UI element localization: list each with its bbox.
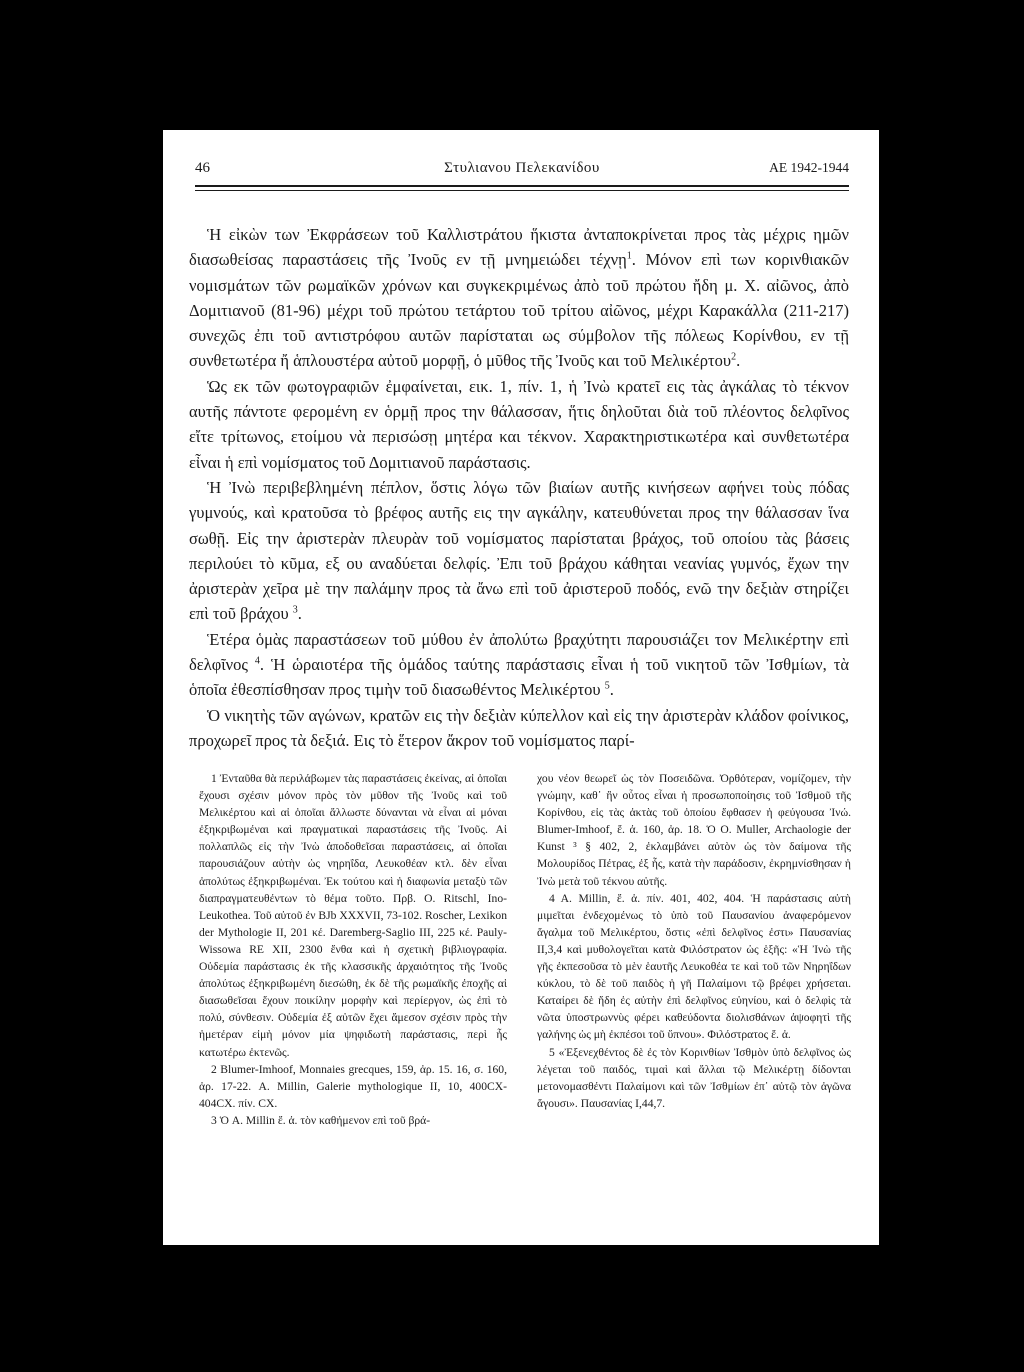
paragraph: Ἡ Ἰνὼ περιβεβλημένη πέπλον, ὅστις λόγω τῶν βιαίων αυτῆς κινήσεων αφήνει τοὺς πόδας γυμνούς, καὶ κρατοῦσα τὸ βρέφος αυτῆς εις την αγκάλην, κατευθύνεται προς την θάλασσαν ἵνα σωθῇ. Εἰς την ἀριστερὰν πλευρὰν τοῦ νομίσματος παρίσταται βράχος, τοῦ οποίου τὰς βάσεις περιλούει τὸ κῦμα, εξ ου αναδύεται δελφίς. Ἐπι τοῦ βράχου κάθηται νεανίας γυμνός, ἔχων την ἀριστερὰν χεῖρα μὲ την παλάμην προς τὰ ἄνω επὶ τοῦ ἀριστεροῦ ποδός, ενῶ την δεξιὰν στηρίζει επὶ τοῦ βράχου $^3$. <box>189 477 849 624</box>
paragraph-text: Ὡς εκ τῶν φωτογραφιῶν ἐμφαίνεται, εικ. 1, πίν. 1, ἡ Ἰνὼ κρατεῖ εις τὰς ἀγκάλας τὸ τέκνον αυτῆς πάντοτε φερομένη εν ὁρμῇ προς την θάλασσαν, ἥτις δηλοῦται διὰ τοῦ πλέοντος δελφῖνος εἴτε τρίτωνος, ετοίμου νὰ περισώσῃ μητέρα και τέκνον. Χαρακτηριστικωτέρα καὶ συνθετωτέρα εἶναι ἡ επὶ νομίσματος τοῦ Δομιτιανοῦ παράστασις. <box>189 376 849 472</box>
footnote: 5 «Ἐξενεχθέντος δὲ ἐς τὸν Κορινθίων Ἰσθμὸν ὑπὸ δελφῖνος ὡς λέγεται τοῦ παιδός, τιμαὶ καὶ ἄλλαι τῷ Μελικέρτῃ δίδονται μετονομασθέντι Παλαίμονι καὶ τῶν Ἰσθμίων ἐπ᾽ αὐτῷ τὸν ἀγῶνα ἄγουσι». Παυσανίας I,44,7. <box>537 1045 851 1110</box>
footnote: 3 Ὁ A. Millin ἔ. ἀ. τὸν καθήμενον επὶ τοῦ βρά- <box>211 1113 431 1127</box>
paragraph <box>189 703 849 754</box>
paragraph-text: Ὁ νικητὴς τῶν αγώνων, κρατῶν εις τὴν δεξιὰν κύπελλον καὶ εἰς την ἀριστερὰν κλάδον φοίνικος, προχωρεῖ προς τὰ δεξιά. Εις τὸ ἕτερον ἄκρον τοῦ νομίσματος παρί- <box>189 705 849 750</box>
footnote: 2 Blumer-Imhoof, Monnaies grecques, 159, ἀρ. 15. 16, σ. 160, ἀρ. 17-22. A. Millin, Galerie mythologique II, 10, 400CX-404CX. πίν. CX. <box>199 1062 507 1110</box>
journal-year: ΑΕ 1942-1944 <box>769 160 849 175</box>
body-text <box>189 222 849 753</box>
document-page <box>163 130 879 1245</box>
footnote: 4 A. Millin, ἔ. ἀ. πίν. 401, 402, 404. Ἡ παράστασις αὐτὴ μιμεῖται ἐνδεχομένως τὸ ὑπὸ τοῦ Παυσανίου ἀναφερόμενον ἄγαλμα τοῦ Μελικέρτου, ὅστις «ἐπὶ δελφῖνος ἐστι» Παυσανίας II,3,4 καὶ μυθολογεῖται κατὰ Φιλόστρατον ὡς ἑξῆς: «Ἡ Ἰνὼ τῆς γῆς ἐκπεσοῦσα τὸ μὲν ἑαυτῆς Λευκοθέα τε καὶ τοῦ τῶν Νηρηΐδων κύκλου, τὸ δὲ τοῦ παιδὸς ἡ γῆ Παλαίμονι τῷ βρέφει χρήσεται. Καταίρει δὲ ἤδη ἐς αὐτὴν ἐπὶ δελφῖνος εὐηνίου, καὶ ὁ δελφὶς τὰ νῶτα ὑποστρωννὺς φέρει καθεύδοντα διολισθάνων ἀψοφητὶ τῆς γαλήνης ὡς μὴ ἐκπέσοι τοῦ ὕπνου». Φιλόστρατος ἔ. ἀ. <box>537 891 851 1042</box>
paragraph-text: Ἑτέρα ὁμὰς παραστάσεων τοῦ μύθου ἐν ἀπολύτω βραχύτητι παρουσιάζει τον Μελικέρτην επὶ δελφῖνος <box>189 629 849 675</box>
running-header <box>195 160 849 182</box>
paragraph-text: . Μόνον επὶ των κορινθιακῶν νομισμάτων τῶν ρωμαϊκῶν χρόνων και συγκεκριμένως ἀπὸ τοῦ πρώτου ἤδη μ. Χ. αἰῶνος, ἀπὸ Δομιτιανοῦ (81-96) μέχρι τοῦ πρώτου τετάρτου τοῦ τρίτου αἰῶνος, μέχρι Καρακάλλα (211-217) συνεχῶς ἐπι τοῦ αντιστρόφου αυτῶν παρίσταται ως σύμβολον τῆς πόλεως Κορίνθου, εν τῇ συνθετωτέρα ἤ ἁπλουστέρα αὐτοῦ μορφῇ, ὁ μῦθος τῆς Ἰνοῦς και τοῦ Μελικέρτου <box>189 250 849 371</box>
paragraph-text: . Ἡ ὡραιοτέρα τῆς ὁμάδος ταύτης παράστασις εἶναι ἡ τοῦ νικητοῦ τῶν Ἰσθμίων, τὰ ὁποῖα ἐθεσπίσθησαν προς τιμὴν τοῦ διασωθέντος Μελικέρτου <box>189 655 849 700</box>
footnote-continuation: χου νέον θεωρεῖ ὡς τὸν Ποσειδῶνα. Ὀρθότεραν, νομίζομεν, τὴν γνώμην, καθ᾽ ἣν οὗτος εἶναι ἡ προσωποποίησις τοῦ Ἰσθμοῦ τῆς Κορίνθου, εἰς τὰς ἀκτὰς τοῦ ὁποίου ἔφθασεν ἡ φεύγουσα Ἰνώ. Blumer-Imhoof, ἔ. ἀ. 160, ἀρ. 18. Ὁ O. Muller, Archaologie der Kunst ³ § 402, 2, ἐκλαμβάνει αὐτὸν ὡς τὸν δαίμονα τῆς Μολουρίδος Πέτρας, ἐξ ἧς, κατὰ τὴν παράδοσιν, ἐκρημνίσθησαν ἡ Ἰνὼ μετὰ τοῦ τέκνου αὐτῆς. <box>537 772 851 888</box>
footnote-ref: 3 <box>292 604 298 616</box>
footnotes-right-column <box>537 770 851 1112</box>
paragraph <box>189 374 849 475</box>
paragraph-text: Ἡ Ἰνὼ περιβεβλημένη πέπλον, ὅστις λόγω τῶν βιαίων αυτῆς κινήσεων αφήνει τοὺς πόδας γυμνούς, καὶ κρατοῦσα τὸ βρέφος αυτῆς εις την αγκάλην, κατευθύνεται προς την θάλασσαν ἵνα σωθῇ. Εἰς την ἀριστερὰν πλευρὰν τοῦ νομίσματος παρίσταται βράχος, τοῦ οποίου τὰς βάσεις περιλούει τὸ κῦμα, εξ ου αναδύεται δελφίς. Ἐπι τοῦ βράχου κάθηται νεανίας γυμνός, ἔχων την ἀριστερὰν χεῖρα μὲ την παλάμην προς τὰ ἄνω επὶ τοῦ ἀριστεροῦ ποδός, ενῶ την δεξιὰν στηρίζει επὶ τοῦ βράχου <box>189 477 849 624</box>
header-rule-thin <box>195 190 849 191</box>
page-number: 46 <box>195 160 210 176</box>
header-rule <box>195 185 849 187</box>
footnote-ref: 2 <box>731 351 737 363</box>
running-title: Στυλιανου Πελεκανίδου <box>444 160 600 176</box>
paragraph: Ἑτέρα ὁμὰς παραστάσεων τοῦ μύθου ἐν ἀπολύτω βραχύτητι παρουσιάζει τον Μελικέρτην επὶ δελφῖνος $^4$. Ἡ ὡραιοτέρα τῆς ὁμάδος ταύτης παράστασις εἶναι ἡ τοῦ νικητοῦ τῶν Ἰσθμίων, τὰ ὁποῖα ἐθεσπίσθησαν προς τιμὴν τοῦ διασωθέντος Μελικέρτου $^5$. <box>189 629 849 700</box>
footnote: 1 Ἐνταῦθα θὰ περιλάβωμεν τὰς παραστάσεις ἐκείνας, αἱ ὁποῖαι ἔχουσι σχέσιν μόνον πρὸς τὸν μῦθον τῆς Ἰνοῦς καὶ τοῦ Μελικέρτου καὶ αἱ ὁποῖαι ἄλλωστε δύνανται νὰ εἶναι αἱ μόναι ἐξηκριβωμέναι καὶ πραγματικαὶ παραστάσεις τῆς Ἰνοῦς. Αἱ πολλαπλῶς εἰς τὴν Ἰνὼ ἀποδοθεῖσαι παραστάσεις, αἱ ὁποῖαι παρουσιάζουν αὐτὴν ὡς νηρηΐδα, Λευκοθέαν κτλ. δὲν εἶναι ἀπολύτως ἐξηκριβωμέναι. Ἐκ τούτου καὶ ἡ διαφωνία μεταξὺ τῶν διαπραγματευθέντων τὸ θέμα τοῦτο. Πρβ. Ο. Ritschl, Ino-Leukothea. Τοῦ αὐτοῦ ἐν BJb XXXVII, 73-102. Roscher, Lexikon der Mythologie II, 201 κέ. Daremberg-Saglio III, 225 κέ. Pauly-Wissowa RE XII, 2300 ἔνθα καὶ ἡ σχετικὴ βιβλιογραφία. Οὐδεμία παράστασις ἐκ τῆς κλασσικῆς ἀρχαιότητος τῆς Ἰνοῦς ἀπολύτως ἐξηκριβωμένη διεσώθη, ἐκ δὲ τῆς ρωμαϊκῆς ἐποχῆς αἱ διασωθεῖσαι ἔχουν ποικίλην μορφὴν καὶ περίεργον, ὡς ἐπὶ τὸ πολύ, σύνθεσιν. Οὐδεμία ἐξ αὐτῶν ἔχει ἄμεσον σχέσιν πρὸς τὴν ἡμετέραν εἰμὴ μόνον μία ψηφιδωτὴ παράστασις, περὶ ἧς κατωτέρω ἐκτενῶς. <box>199 772 507 1059</box>
paragraph: Ἡ εἰκὼν των Ἐκφράσεων τοῦ Καλλιστράτου ἥκιστα ἀνταποκρίνεται προς τὰς μέχρις ημῶν διασωθείσας παραστάσεις τῆς Ἰνοῦς εν τῇ μνημειώδει τέχνῃ$^1$. Μόνον επὶ των κορινθιακῶν νομισμάτων τῶν ρωμαϊκῶν χρόνων και συγκεκριμένως ἀπὸ τοῦ πρώτου ἤδη μ. Χ. αἰῶνος, ἀπὸ Δομιτιανοῦ (81-96) μέχρι τοῦ πρώτου τετάρτου τοῦ τρίτου αἰῶνος, μέχρι Καρακάλλα (211-217) συνεχῶς ἐπι τοῦ αντιστρόφου αυτῶν παρίσταται ως σύμβολον τῆς πόλεως Κορίνθου, εν τῇ συνθετωτέρα ἤ ἁπλουστέρα αὐτοῦ μορφῇ, ὁ μῦθος τῆς Ἰνοῦς και τοῦ Μελικέρτου$^2$. <box>189 225 849 371</box>
footnote-ref: 5 <box>604 680 610 692</box>
footnote-ref: 4 <box>254 655 260 667</box>
paragraph-text: Ἡ εἰκὼν των Ἐκφράσεων τοῦ Καλλιστράτου ἥκιστα ἀνταποκρίνεται προς τὰς μέχρις ημῶν διασωθείσας παραστάσεις τῆς Ἰνοῦς εν τῇ μνημειώδει τέχνῃ <box>189 225 849 270</box>
footnotes-left-column <box>199 770 507 1129</box>
footnote-ref: 1 <box>626 250 632 262</box>
